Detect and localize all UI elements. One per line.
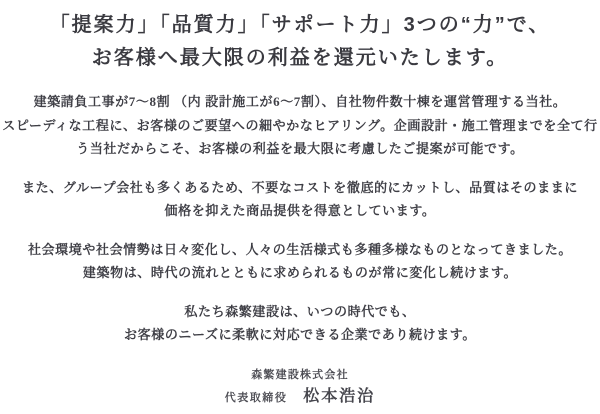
signature-company-name: 森繁建設株式会社 — [251, 368, 349, 381]
page-title-line-1: 「提案力」「品質力」「サポート力」3つの“力”で、 — [49, 14, 551, 36]
paragraph-4-line-2: お客様のニーズに柔軟に対応できる企業であり続けます。 — [124, 327, 476, 342]
page-title-line-2: お客様へ最大限の利益を還元いたします。 — [91, 47, 509, 69]
paragraph-4-line-1: 私たち森繁建設は、いつの時代でも、 — [184, 303, 416, 319]
paragraph-2 — [0, 176, 600, 223]
signature-person-name: 松本浩治 — [303, 387, 376, 405]
paragraph-1 — [0, 90, 600, 161]
paragraph-1-line-1: 建築請負工事が7～8割 （内 設計施工が6～7割）、自社物件数十棟を運営管理する当社。 — [33, 94, 567, 109]
signature-representative — [0, 385, 600, 410]
page-title — [0, 0, 600, 75]
paragraph-4 — [0, 300, 600, 347]
signature-block — [0, 365, 600, 410]
paragraph-2-line-1: また、グループ会社も多くあるため、不要なコストを徹底的にカットし、品質はそのままに — [22, 179, 578, 195]
paragraph-1-line-2: スピーディな工程に、お客様のご要望への細やかなヒアリング。企画設計・施工管理までを全て行 — [2, 117, 598, 133]
signature-job-title: 代表取締役 — [224, 391, 288, 404]
paragraph-3-line-2: 建築物は、時代の流れとともに求められるものが常に変化し続けます。 — [82, 265, 518, 280]
paragraph-3-line-1: 社会環境や社会情勢は日々変化し、人々の生活様式も多種多様なものとなってきました。 — [27, 241, 572, 257]
paragraph-1-line-3: う当社だからこそ、お客様の利益を最大限に考慮したご提案が可能です。 — [76, 141, 524, 156]
message-body — [0, 90, 600, 347]
paragraph-3 — [0, 238, 600, 285]
paragraph-2-line-2: 価格を抑えた商品提供を得意としています。 — [164, 203, 436, 218]
